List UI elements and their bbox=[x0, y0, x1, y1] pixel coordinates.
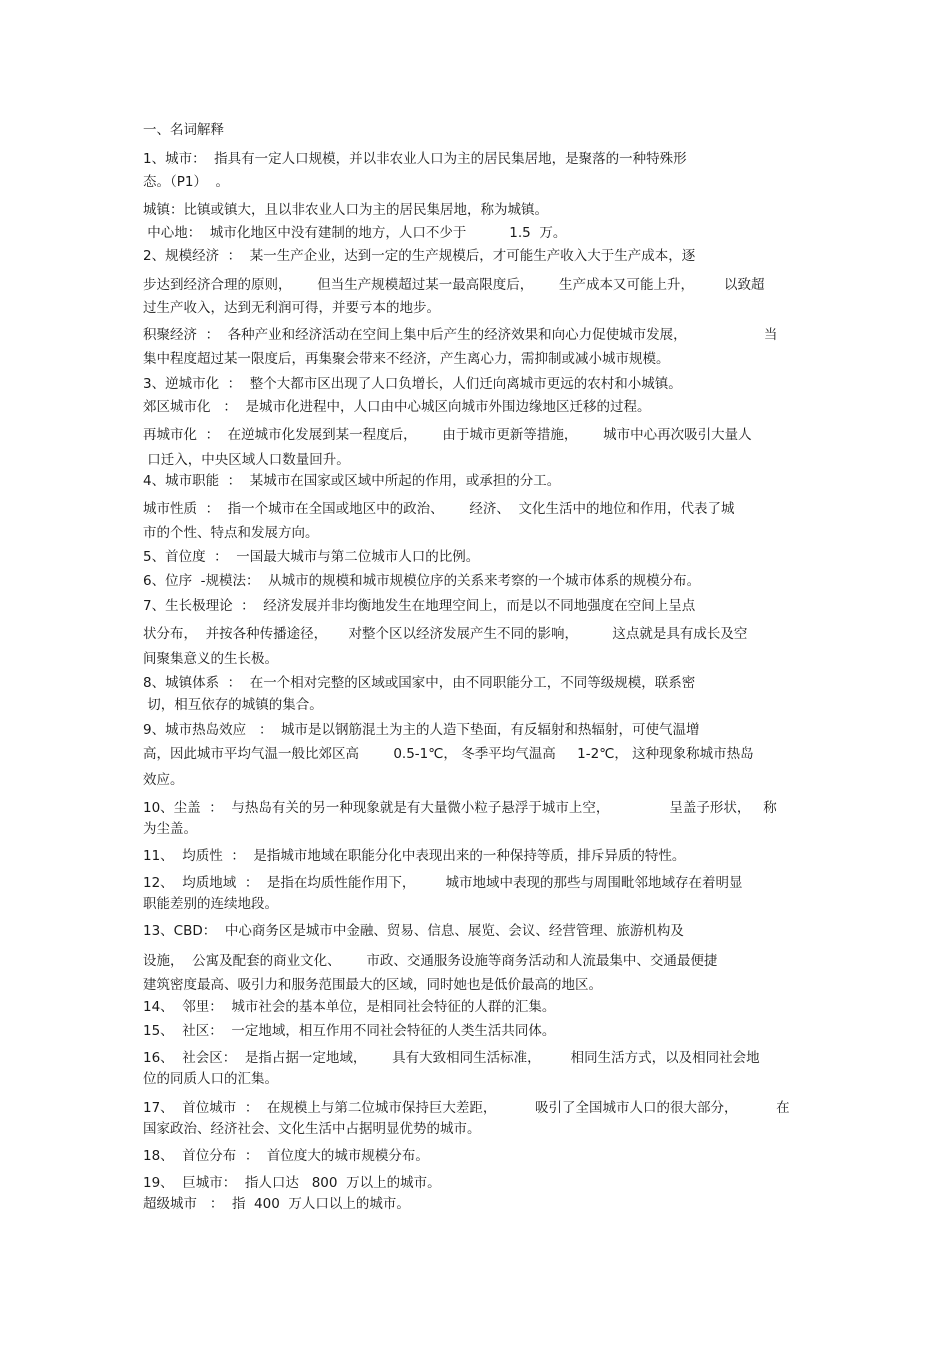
text-line: 郊区城市化 ： 是城市化进程中，人口由中心城区向城市外围边缘地区迁移的过程。 bbox=[143, 399, 651, 415]
text-line: 18、 首位分布 ： 首位度大的城市规模分布。 bbox=[143, 1148, 429, 1164]
text-line: 3、逆城市化 ： 整个大都市区出现了人口负增长，人们迁向离城市更远的农村和小城镇。 bbox=[143, 376, 682, 392]
section-heading: 一、名词解释 bbox=[143, 122, 224, 138]
text-line: 超级城市 ： 指 400 万人口以上的城市。 bbox=[143, 1196, 410, 1212]
text-line: 建筑密度最高、吸引力和服务范围最大的区域，同时她也是低价最高的地区。 bbox=[143, 977, 602, 993]
text-line: 2、规模经济 ： 某一生产企业，达到一定的生产规模后，才可能生产收入大于生产成本，逐 bbox=[143, 248, 696, 264]
text-line: 16、 社会区： 是指占据一定地域， 具有大致相同生活标准， 相同生活方式，以及相同社会地 bbox=[143, 1050, 760, 1066]
text-line: 口迁入，中央区域人口数量回升。 bbox=[143, 452, 350, 468]
text-line: 城镇：比镇或镇大，且以非农业人口为主的居民集居地，称为城镇。 bbox=[143, 202, 548, 218]
text-line: 1、城市： 指具有一定人口规模，并以非农业人口为主的居民集居地，是聚落的一种特殊形 bbox=[143, 151, 687, 167]
text-line: 4、城市职能 ： 某城市在国家或区域中所起的作用，或承担的分工。 bbox=[143, 473, 561, 489]
text-line: 10、尘盖 ： 与热岛有关的另一种现象就是有大量微小粒子悬浮于城市上空， 呈盖子形状， 称 bbox=[143, 800, 777, 816]
text-line: 17、 首位城市 ： 在规模上与第二位城市保持巨大差距， 吸引了全国城市人口的很大部分， 在 bbox=[143, 1100, 790, 1116]
text-line: 19、 巨城市： 指人口达 800 万以上的城市。 bbox=[143, 1175, 441, 1191]
text-line: 位的同质人口的汇集。 bbox=[143, 1071, 278, 1087]
text-line: 9、城市热岛效应 ： 城市是以钢筋混土为主的人造下垫面，有反辐射和热辐射，可使气温增 bbox=[143, 722, 700, 738]
text-line: 设施， 公寓及配套的商业文化、 市政、交通服务设施等商务活动和人流最集中、交通最便捷 bbox=[143, 953, 718, 969]
text-line: 15、 社区： 一定地域，相互作用不同社会特征的人类生活共同体。 bbox=[143, 1023, 556, 1039]
text-line: 职能差别的连续地段。 bbox=[143, 896, 278, 912]
text-line: 8、城镇体系 ： 在一个相对完整的区域或国家中，由不同职能分工，不同等级规模，联系密 bbox=[143, 675, 696, 691]
text-line: 高，因此城市平均气温一般比郊区高 0.5-1℃， 冬季平均气温高 1-2℃， 这种现象称城市热岛 bbox=[143, 746, 754, 762]
text-line: 积聚经济 ： 各种产业和经济活动在空间上集中后产生的经济效果和向心力促使城市发展， 当 bbox=[143, 327, 778, 343]
text-line: 城市性质 ： 指一个城市在全国或地区中的政治、 经济、 文化生活中的地位和作用，代表了城 bbox=[143, 501, 735, 517]
text-line: 为尘盖。 bbox=[143, 821, 197, 837]
text-line: 再城市化 ： 在逆城市化发展到某一程度后， 由于城市更新等措施， 城市中心再次吸引大量人 bbox=[143, 427, 752, 443]
text-line: 间聚集意义的生长极。 bbox=[143, 651, 278, 667]
text-line: 6、位序 -规模法： 从城市的规模和城市规模位序的关系来考察的一个城市体系的规模分布。 bbox=[143, 573, 701, 589]
text-line: 7、生长极理论 ： 经济发展并非均衡地发生在地理空间上，而是以不同地强度在空间上呈点 bbox=[143, 598, 696, 614]
text-line: 集中程度超过某一限度后，再集聚会带来不经济，产生离心力，需抑制或减小城市规模。 bbox=[143, 351, 670, 367]
text-line: 中心地： 城市化地区中没有建制的地方，人口不少于 1.5 万。 bbox=[143, 225, 567, 241]
text-line: 13、CBD： 中心商务区是城市中金融、贸易、信息、展览、会议、经营管理、旅游机构及 bbox=[143, 923, 684, 939]
text-line: 国家政治、经济社会、文化生活中占据明显优势的城市。 bbox=[143, 1121, 481, 1137]
text-line: 14、 邻里： 城市社会的基本单位，是相同社会特征的人群的汇集。 bbox=[143, 999, 556, 1015]
text-line: 过生产收入，达到无利润可得，并要亏本的地步。 bbox=[143, 300, 440, 316]
text-line: 状分布， 并按各种传播途径， 对整个区以经济发展产生不同的影响， 这点就是具有成长及空 bbox=[143, 626, 748, 642]
text-line: 态。（P1） 。 bbox=[143, 174, 230, 190]
text-line: 效应。 bbox=[143, 772, 184, 788]
text-line: 步达到经济合理的原则， 但当生产规模超过某一最高限度后， 生产成本又可能上升， 以致超 bbox=[143, 277, 765, 293]
text-line: 12、 均质地域 ： 是指在均质性能作用下， 城市地域中表现的那些与周围毗邻地域存在着明显 bbox=[143, 875, 743, 891]
text-line: 市的个性、特点和发展方向。 bbox=[143, 525, 319, 541]
text-line: 5、首位度 ： 一国最大城市与第二位城市人口的比例。 bbox=[143, 549, 480, 565]
text-line: 11、 均质性 ： 是指城市地域在职能分化中表现出来的一种保持等质，排斥异质的特性。 bbox=[143, 848, 686, 864]
text-line: 切，相互依存的城镇的集合。 bbox=[143, 697, 323, 713]
